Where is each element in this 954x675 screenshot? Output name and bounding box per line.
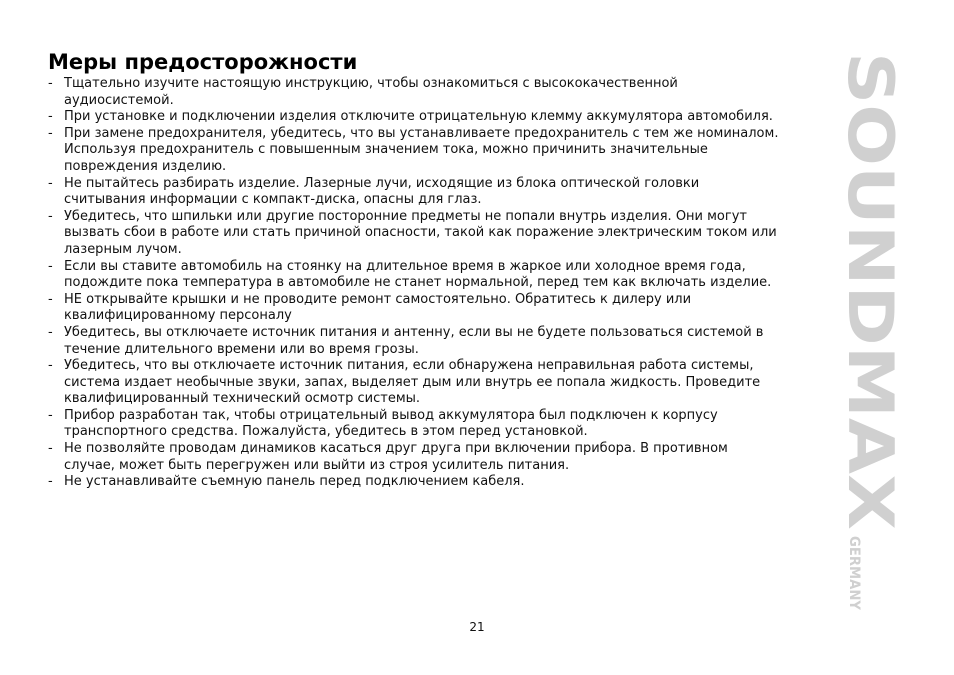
bullet-dash: - [48, 125, 53, 141]
bullet-dash: - [48, 474, 53, 490]
list-item-text [64, 76, 818, 109]
list-item-line: подождите пока температура в автомобиле не станет нормальной, перед тем как включать изделие. [64, 275, 772, 291]
list-item-text [64, 358, 818, 408]
list-item [48, 176, 818, 209]
list-item-line: Тщательно изучите настоящую инструкцию, чтобы ознакомиться с высококачественной [64, 76, 678, 91]
list-item-line: Используя предохранитель с повышенным значением тока, можно причинить значительные [64, 142, 708, 158]
list-item-text [64, 126, 818, 176]
precautions-list [48, 76, 818, 491]
list-item-text [64, 259, 818, 292]
list-item [48, 441, 818, 474]
list-item [48, 259, 818, 292]
page-number: 21 [469, 620, 485, 634]
list-item-line: аудиосистемой. [64, 92, 174, 108]
list-item-line: Не устанавливайте съемную панель перед подключением кабеля. [64, 474, 525, 490]
bullet-dash: - [48, 324, 53, 340]
list-item-line: повреждения изделию. [64, 158, 227, 174]
list-item-line: случае, может быть перегружен или выйти из строя усилитель питания. [64, 457, 570, 473]
list-item-line: квалифицированному персоналу [64, 308, 292, 324]
bullet-dash: - [48, 358, 53, 374]
list-item-text [64, 474, 818, 491]
list-item-line: течение длительного времени или во время грозы. [64, 341, 419, 357]
list-item [48, 109, 818, 126]
bullet-dash: - [48, 76, 53, 91]
list-item [48, 209, 818, 259]
list-item-line: Убедитесь, что вы отключаете источник питания, если обнаружена неправильная работа системы, [64, 358, 754, 374]
list-item-text [64, 292, 818, 325]
list-item-line: вызвать сбои в работе или стать причиной опасности, такой как поражение электрическим током или [64, 225, 777, 241]
list-item [48, 76, 818, 109]
list-item-line: При замене предохранителя, убедитесь, что вы устанавливаете предохранитель с тем же номиналом. [64, 125, 779, 141]
list-item-line: лазерным лучом. [64, 241, 182, 257]
bullet-dash: - [48, 441, 53, 457]
bullet-dash: - [48, 109, 53, 125]
list-item [48, 358, 818, 408]
list-item-line: Не пытайтесь разбирать изделие. Лазерные лучи, исходящие из блока оптической головки [64, 175, 700, 191]
list-item-text [64, 109, 818, 126]
logo-wordmark: SOUNDMAX [834, 52, 907, 461]
list-item-line: Убедитесь, вы отключаете источник питания и антенну, если вы не будете пользоваться системой в [64, 324, 764, 340]
list-item-line: Убедитесь, что шпильки или другие посторонние предметы не попали внутрь изделия. Они могут [64, 208, 747, 224]
list-item [48, 474, 818, 491]
bullet-dash: - [48, 175, 53, 191]
list-item [48, 292, 818, 325]
bullet-dash: - [48, 407, 53, 423]
list-item-line: Если вы ставите автомобиль на стоянку на длительное время в жаркое или холодное время года, [64, 258, 746, 274]
list-item-line: система издает необычные звуки, запах, выделяет дым или внутрь ее попала жидкость. Проведите [64, 374, 761, 390]
list-item-line: Не позволяйте проводам динамиков касаться друг друга при включении прибора. В противном [64, 441, 728, 457]
list-item-line: считывания информации с компакт-диска, опасны для глаз. [64, 192, 482, 208]
list-item-line: квалифицированный технический осмотр системы. [64, 391, 421, 407]
list-item-text [64, 441, 818, 474]
list-item [48, 325, 818, 358]
list-item-text [64, 408, 818, 441]
bullet-dash: - [48, 258, 53, 274]
list-item-line: При установке и подключении изделия отключите отрицательную клемму аккумулятора автомобиля. [64, 109, 773, 125]
bullet-dash: - [48, 291, 53, 307]
list-item-line: транспортного средства. Пожалуйста, убедитесь в этом перед установкой. [64, 424, 588, 440]
bullet-dash: - [48, 208, 53, 224]
list-item-text [64, 325, 818, 358]
page-title: Меры предосторожности [48, 50, 358, 74]
brand-logo [834, 52, 907, 615]
list-item [48, 126, 818, 176]
list-item [48, 408, 818, 441]
logo-subtitle: GERMANY [846, 536, 862, 615]
list-item-text [64, 209, 818, 259]
list-item-text [64, 176, 818, 209]
list-item-line: НЕ открывайте крышки и не проводите ремонт самостоятельно. Обратитесь к дилеру или [64, 291, 692, 307]
list-item-line: Прибор разработан так, чтобы отрицательный вывод аккумулятора был подключен к корпусу [64, 407, 718, 423]
